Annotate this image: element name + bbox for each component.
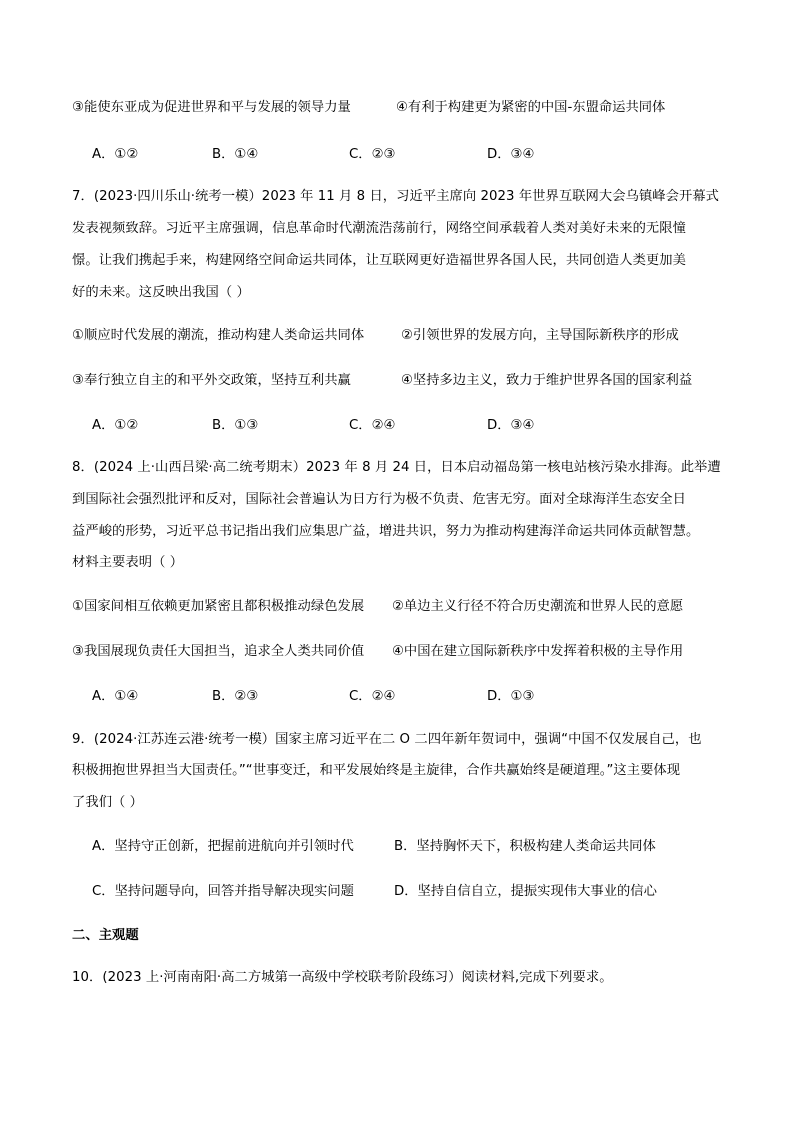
q9-option-c: C．坚持问题导向，回答并指导解决现实问题	[92, 884, 354, 899]
q6-option-d: D．③④	[487, 147, 535, 162]
q8-stem-line-3: 益严峻的形势，习近平总书记指出我们应集思广益，增进共识，努力为推动构建海洋命运共同体贡献智慧。	[72, 524, 700, 539]
q9-stem-line-1: 9．(2024·江苏连云港·统考一模）国家主席习近平在二 O 二四年新年贺词中，强调“中国不仅发展自己，也	[72, 732, 702, 747]
q7-stem-line-3: 憬。让我们携起手来，构建网络空间命运共同体，让互联网更好造福世界各国人民，共同创造人类更加美	[72, 253, 686, 268]
q7-statement-2: ②引领世界的发展方向，主导国际新秩序的形成	[401, 328, 679, 343]
q7-stem-line-4: 好的未来。这反映出我国（ ）	[72, 285, 250, 300]
q8-statement-2: ②单边主义行径不符合历史潮流和世界人民的意愿	[392, 599, 684, 614]
q8-option-a: A．①④	[92, 689, 139, 704]
q7-option-a: A．①②	[92, 418, 139, 433]
q6-option-a: A．①②	[92, 147, 139, 162]
q7-stem-line-1: 7．(2023·四川乐山·统考一模）2023 年 11 月 8 日，习近平主席向 2023 年世界互联网大会乌镇峰会开幕式	[72, 189, 720, 204]
q7-statement-4: ④坚持多边主义，致力于维护世界各国的国家利益	[401, 373, 693, 388]
q8-stem-line-2: 到国际社会强烈批评和反对，国际社会普遍认为日方行为极不负责、危害无穷。面对全球海洋生态安全日	[72, 492, 686, 507]
q8-statement-3: ③我国展现负责任大国担当，追求全人类共同价值	[72, 644, 365, 659]
q8-option-c: C．②④	[349, 689, 396, 704]
q9-option-b: B．坚持胸怀天下，积极构建人类命运共同体	[394, 839, 656, 854]
q10-stem-line-1: 10．(2023 上·河南南阳·高二方城第一高级中学校联考阶段练习）阅读材料,完成下列要求。	[72, 970, 613, 985]
q9-option-d: D．坚持自信自立，提振实现伟大事业的信心	[394, 884, 657, 899]
q9-stem-line-3: 了我们（ ）	[72, 795, 144, 810]
q7-stem-line-2: 发表视频致辞。习近平主席强调，信息革命时代潮流浩荡前行，网络空间承载着人类对美好未来的无限憧	[72, 221, 686, 236]
q8-option-d: D．①③	[487, 689, 535, 704]
q7-option-b: B．①③	[212, 418, 259, 433]
q9-stem-line-2: 积极拥抱世界担当大国责任。”“世事变迁，和平发展始终是主旋律，合作共赢始终是硬道理。”这主要体现	[72, 763, 681, 778]
q7-option-d: D．③④	[487, 418, 535, 433]
q7-option-c: C．②④	[349, 418, 396, 433]
q8-stem-line-4: 材料主要表明（ ）	[72, 555, 184, 570]
q8-option-b: B．②③	[212, 689, 259, 704]
q7-statement-1: ①顺应时代发展的潮流，推动构建人类命运共同体	[72, 328, 365, 343]
q8-statement-4: ④中国在建立国际新秩序中发挥着积极的主导作用	[392, 644, 684, 659]
q6-option-c: C．②③	[349, 147, 396, 162]
q9-option-a: A．坚持守正创新，把握前进航向并引领时代	[92, 839, 354, 854]
q8-stem-line-1: 8．(2024 上·山西吕梁·高二统考期末）2023 年 8 月 24 日，日本启动福岛第一核电站核污染水排海。此举遭	[72, 460, 721, 475]
q6-option-b: B．①④	[212, 147, 259, 162]
section-heading: 二、主观题	[72, 928, 139, 943]
q7-statement-3: ③奉行独立自主的和平外交政策，坚持互利共赢	[72, 373, 351, 388]
q6-statement-3: ③能使东亚成为促进世界和平与发展的领导力量	[72, 100, 351, 115]
q6-statement-4: ④有利于构建更为紧密的中国-东盟命运共同体	[396, 100, 666, 115]
q8-statement-1: ①国家间相互依赖更加紧密且都积极推动绿色发展	[72, 599, 365, 614]
